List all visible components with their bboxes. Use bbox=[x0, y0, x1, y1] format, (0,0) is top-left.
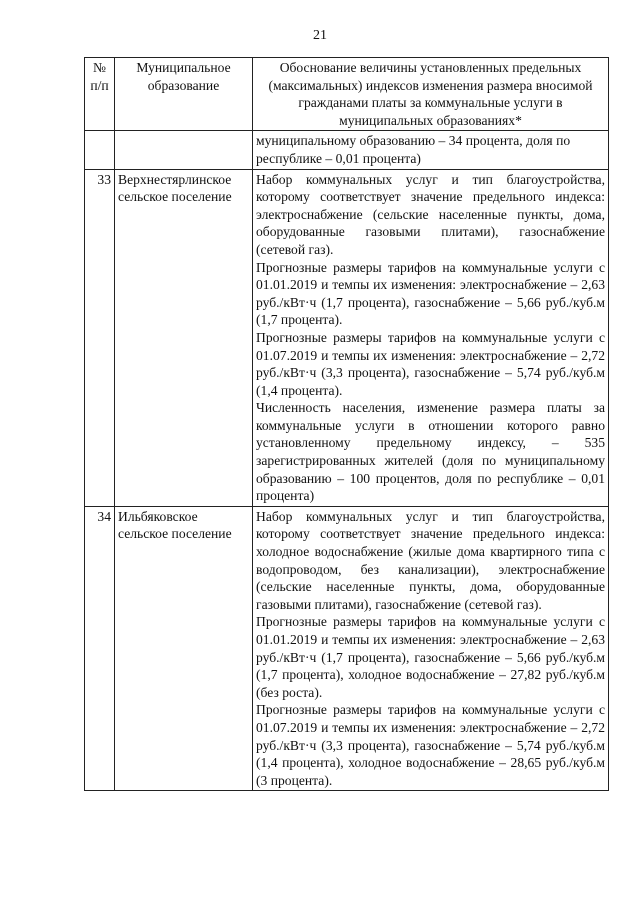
table-row-continuation bbox=[85, 131, 609, 169]
justification-paragraph: Прогнозные размеры тарифов на коммунальные услуги с 01.01.2019 и темпы их изменения: электроснабжение – 2,63 руб./кВт·ч (1,7 процента), газоснабжение – 5,66 руб./куб.м (1,7 процента). bbox=[256, 259, 605, 328]
row-municipality: Верхнестярлинское сельское поселение bbox=[115, 169, 253, 506]
page-number: 21 bbox=[313, 28, 327, 43]
justification-paragraph: Прогнозные размеры тарифов на коммунальные услуги с 01.01.2019 и темпы их изменения: электроснабжение – 2,63 руб./кВт·ч (1,7 процента), газоснабжение – 5,66 руб./куб.м (1,7 процента), холодное водоснабжение – 27,82 руб./куб.м (без роста). bbox=[256, 614, 605, 700]
row-justification bbox=[253, 506, 609, 791]
justification-paragraph: Набор коммунальных услуг и тип благоустройства, которому соответствует значение предельного индекса: электроснабжение (сельские населенные пункты, дома, оборудованные газовыми плитами), газоснабжение (сетевой газ). bbox=[256, 171, 605, 257]
continuation-num-cell bbox=[85, 131, 115, 169]
continuation-municipality-cell bbox=[115, 131, 253, 169]
table-header-row bbox=[85, 58, 609, 131]
header-num: № п/п bbox=[85, 58, 115, 131]
justification-paragraph: Прогнозные размеры тарифов на коммунальные услуги с 01.07.2019 и темпы их изменения: электроснабжение – 2,72 руб./кВт·ч (3,3 процента), газоснабжение – 5,74 руб./куб.м (1,4 процента), холодное водоснабжение – 28,65 руб./куб.м (3 процента). bbox=[256, 702, 605, 788]
row-municipality: Ильбяковское сельское поселение bbox=[115, 506, 253, 791]
tariff-justification-table bbox=[84, 57, 609, 791]
table-row bbox=[85, 506, 609, 791]
row-num: 33 bbox=[85, 169, 115, 506]
table-row bbox=[85, 169, 609, 506]
continuation-justification-cell bbox=[253, 131, 609, 169]
justification-paragraph: Прогнозные размеры тарифов на коммунальные услуги с 01.07.2019 и темпы их изменения: электроснабжение – 2,72 руб./кВт·ч (3,3 процента), газоснабжение – 5,74 руб./куб.м (1,4 процента). bbox=[256, 329, 605, 398]
continuation-text: муниципальному образованию – 34 процента, доля по республике – 0,01 процента) bbox=[256, 133, 571, 166]
header-justification: Обоснование величины установленных предельных (максимальных) индексов изменения размера вносимой гражданами платы за коммунальные услуги в муниципальных образованиях* bbox=[253, 58, 609, 131]
justification-paragraph: Набор коммунальных услуг и тип благоустройства, которому соответствует значение предельного индекса: холодное водоснабжение (жилые дома квартирного типа с водопроводом, без канализации), электроснабжение (сельские населенные пункты, дома, оборудованные газовыми плитами), газоснабжение (сетевой газ). bbox=[256, 508, 605, 612]
justification-paragraph: Численность населения, изменение размера платы за коммунальные услуги в отношении которого равно установленному предельному индексу, – 535 зарегистрированных жителей (доля по муниципальному образованию – 100 процентов, доля по республике – 0,01 процента) bbox=[256, 400, 605, 504]
row-num: 34 bbox=[85, 506, 115, 791]
header-municipality: Муниципальное образование bbox=[115, 58, 253, 131]
row-justification bbox=[253, 169, 609, 506]
